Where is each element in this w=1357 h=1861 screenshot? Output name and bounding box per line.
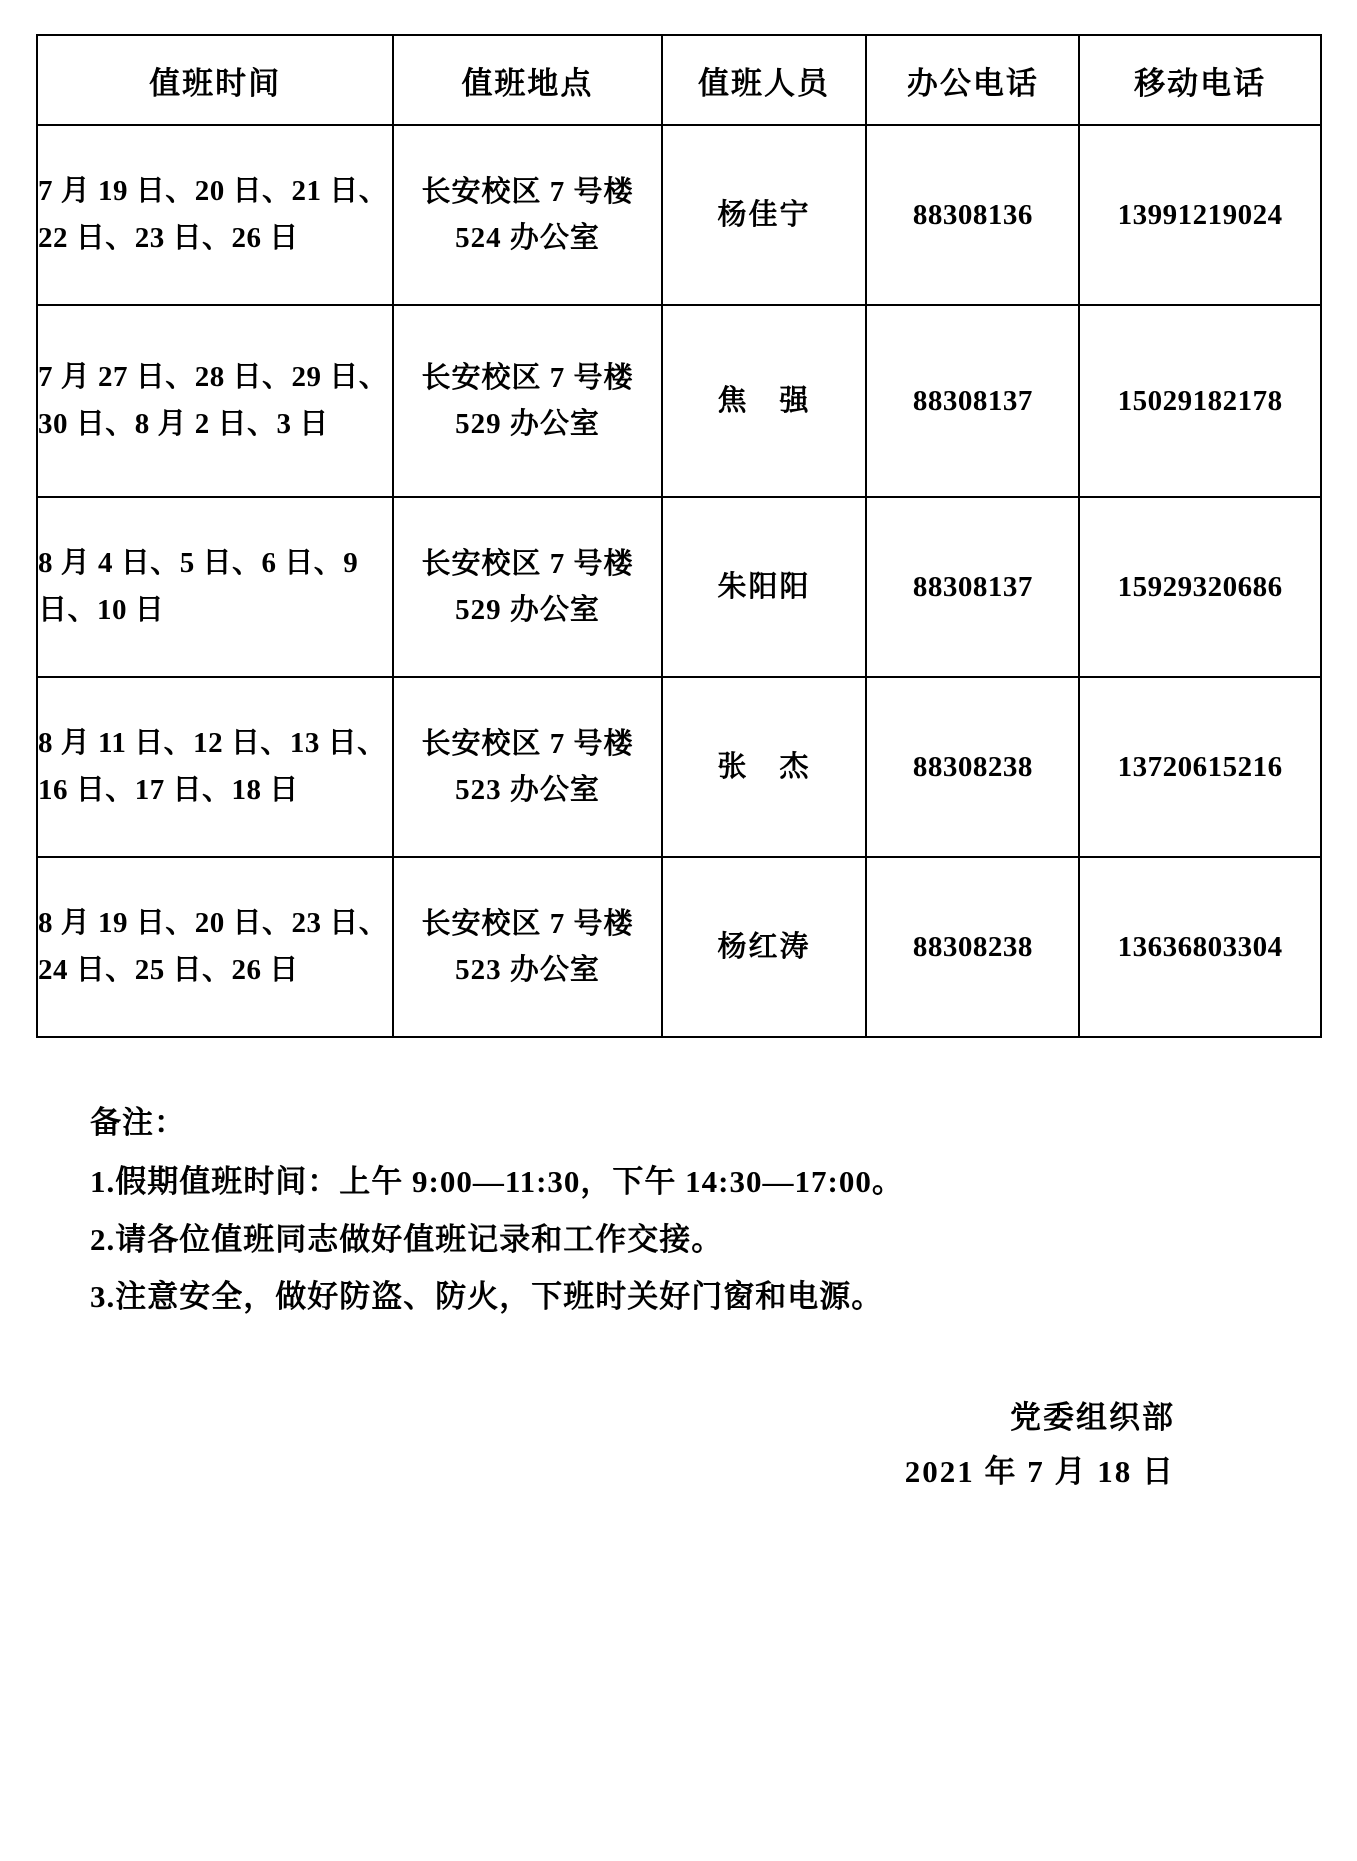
cell-office-phone: 88308136 bbox=[866, 125, 1079, 305]
cell-duty-place: 长安校区 7 号楼 524 办公室 bbox=[393, 125, 661, 305]
note-item-3: 3.注意安全，做好防盗、防火，下班时关好门窗和电源。 bbox=[90, 1279, 884, 1315]
cell-mobile-phone: 15029182178 bbox=[1079, 305, 1321, 497]
notes-title: 备注： bbox=[90, 1105, 186, 1140]
cell-duty-place: 长安校区 7 号楼 529 办公室 bbox=[393, 497, 661, 677]
cell-duty-time: 8 月 11 日、12 日、13 日、16 日、17 日、18 日 bbox=[37, 677, 393, 857]
column-header-office-phone: 办公电话 bbox=[866, 35, 1079, 125]
table-header-row bbox=[37, 35, 1321, 125]
table-row bbox=[37, 677, 1321, 857]
table-row bbox=[37, 125, 1321, 305]
cell-duty-person: 朱阳阳 bbox=[662, 497, 867, 677]
cell-office-phone: 88308137 bbox=[866, 497, 1079, 677]
signature-date: 2021 年 7 月 18 日 bbox=[904, 1453, 1175, 1489]
column-header-duty-place: 值班地点 bbox=[393, 35, 661, 125]
note-item-1: 1.假期值班时间：上午 9:00—11:30，下午 14:30—17:00。 bbox=[90, 1164, 904, 1200]
cell-mobile-phone: 13720615216 bbox=[1079, 677, 1321, 857]
column-header-duty-person: 值班人员 bbox=[662, 35, 867, 125]
cell-duty-time: 7 月 27 日、28 日、29 日、30 日、8 月 2 日、3 日 bbox=[37, 305, 393, 497]
cell-duty-time: 8 月 19 日、20 日、23 日、24 日、25 日、26 日 bbox=[37, 857, 393, 1037]
cell-duty-person: 张 杰 bbox=[662, 677, 867, 857]
cell-office-phone: 88308238 bbox=[866, 857, 1079, 1037]
cell-duty-place: 长安校区 7 号楼 523 办公室 bbox=[393, 857, 661, 1037]
notes-section bbox=[90, 1094, 1321, 1325]
cell-duty-place: 长安校区 7 号楼 529 办公室 bbox=[393, 305, 661, 497]
signature-block bbox=[36, 1391, 1321, 1498]
column-header-mobile-phone: 移动电话 bbox=[1079, 35, 1321, 125]
cell-mobile-phone: 13991219024 bbox=[1079, 125, 1321, 305]
cell-duty-time: 8 月 4 日、5 日、6 日、9 日、10 日 bbox=[37, 497, 393, 677]
cell-office-phone: 88308137 bbox=[866, 305, 1079, 497]
table-row bbox=[37, 857, 1321, 1037]
cell-duty-person: 杨佳宁 bbox=[662, 125, 867, 305]
cell-duty-person: 杨红涛 bbox=[662, 857, 867, 1037]
table-row bbox=[37, 305, 1321, 497]
cell-duty-place: 长安校区 7 号楼 523 办公室 bbox=[393, 677, 661, 857]
signature-department: 党委组织部 bbox=[1010, 1400, 1175, 1436]
cell-duty-time: 7 月 19 日、20 日、21 日、22 日、23 日、26 日 bbox=[37, 125, 393, 305]
note-item-2: 2.请各位值班同志做好值班记录和工作交接。 bbox=[90, 1221, 724, 1257]
table-row bbox=[37, 497, 1321, 677]
column-header-duty-time: 值班时间 bbox=[37, 35, 393, 125]
cell-office-phone: 88308238 bbox=[866, 677, 1079, 857]
cell-duty-person: 焦 强 bbox=[662, 305, 867, 497]
duty-schedule-table bbox=[36, 34, 1322, 1038]
cell-mobile-phone: 15929320686 bbox=[1079, 497, 1321, 677]
cell-mobile-phone: 13636803304 bbox=[1079, 857, 1321, 1037]
